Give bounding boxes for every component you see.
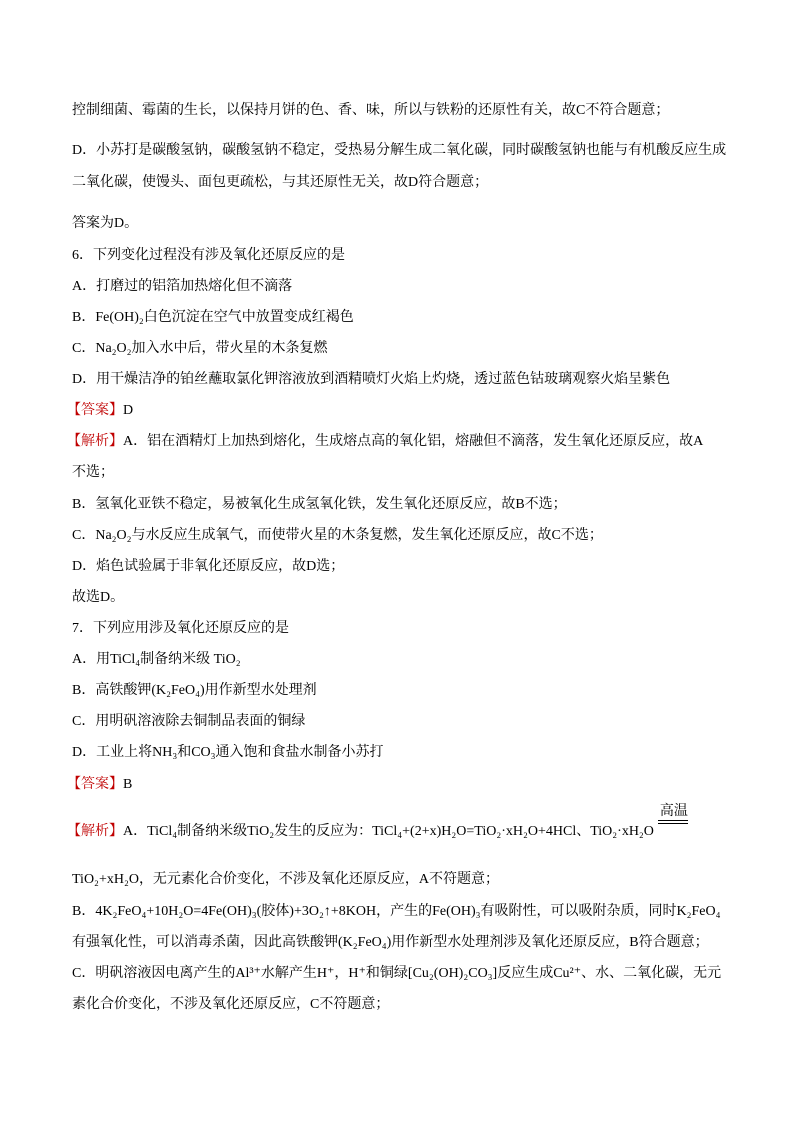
q5-option-d-line-1: D．小苏打是碳酸氢钠，碳酸氢钠不稳定，受热易分解生成二氧化碳，同时碳酸氢钠也能与有机酸反应生成 [72,143,727,158]
q5-conclusion: 答案为D。 [72,216,139,231]
reaction-double-line [658,820,688,824]
answer-label: 【答案】 [67,777,123,792]
q6-stem: 6．下列变化过程没有涉及氧化还原反应的是 [72,248,345,263]
q6-option-b: B．Fe(OH)₂白色沉淀在空气中放置变成红褐色 [72,310,354,325]
q6-analysis-text: A．铝在酒精灯上加热到熔化，生成熔点高的氧化铝，熔融但不滴落，发生氧化还原反应，故A [123,434,704,449]
q7-analysis-line-2: TiO₂+xH₂O，无元素化合价变化，不涉及氧化还原反应，A不符题意； [72,872,500,887]
q6-conclusion: 故选D。 [72,590,125,605]
q6-answer-line [67,402,133,420]
q6-analysis-line-3: B．氢氧化亚铁不稳定，易被氧化生成氢氧化铁，发生氧化还原反应，故B不选； [72,497,567,512]
analysis-label: 【解析】 [67,824,123,839]
q7-analysis-text: A．TiCl₄制备纳米级TiO₂发生的反应为：TiCl₄+(2+x)H₂O=TiO₂·xH₂O+4HCl、TiO₂·xH₂O [123,824,654,839]
q7-analysis-line-3: B．4K₂FeO₄+10H₂O=4Fe(OH)₃(胶体)+3O₂↑+8KOH，产生的Fe(OH)₃有吸附性，可以吸附杂质，同时K₂FeO₄ [72,904,721,919]
q6-option-a: A．打磨过的铝箔加热熔化但不滴落 [72,279,293,294]
q6-analysis-line-2: 不选； [72,465,114,480]
q7-stem: 7．下列应用涉及氧化还原反应的是 [72,621,289,636]
q6-analysis-line-1 [67,433,703,451]
q7-analysis-line-6: 素化合价变化，不涉及氧化还原反应，C不符题意； [72,997,390,1012]
q6-answer-value: D [123,403,134,418]
q7-analysis-line-1 [67,804,688,839]
analysis-label: 【解析】 [67,434,123,449]
q7-option-a: A．用TiCl₄制备纳米级 TiO₂ [72,652,241,667]
q5-option-d-line-2: 二氧化碳，使馒头、面包更疏松，与其还原性无关，故D符合题意； [72,175,489,190]
q7-analysis-line-4: 有强氧化性，可以消毒杀菌，因此高铁酸钾(K₂FeO₄)用作新型水处理剂涉及氧化还原反应，B符合题意； [72,935,709,950]
q6-analysis-line-5: D．焰色试验属于非氧化还原反应，故D选； [72,559,345,574]
q7-option-b: B．高铁酸钾(K₂FeO₄)用作新型水处理剂 [72,683,317,698]
q5-explanation-line: 控制细菌、霉菌的生长，以保持月饼的色、香、味，所以与铁粉的还原性有关，故C不符合题意； [72,103,670,118]
q7-answer-value: B [123,777,133,792]
q6-analysis-line-4: C．Na₂O₂与水反应生成氧气，而使带火星的木条复燃，发生氧化还原反应，故C不选； [72,528,603,543]
answer-label: 【答案】 [67,403,123,418]
reaction-condition-text: 高温 [659,804,688,819]
reaction-condition [658,804,688,835]
q7-analysis-line-5: C．明矾溶液因电离产生的Al³⁺水解产生H⁺，H⁺和铜绿[Cu₂(OH)₂CO₃]反应生成Cu²⁺、水、二氧化碳，无元 [72,966,722,981]
q7-option-c: C．用明矾溶液除去铜制品表面的铜绿 [72,714,306,729]
q6-option-c: C．Na₂O₂加入水中后，带火星的木条复燃 [72,341,328,356]
q7-option-d: D．工业上将NH₃和CO₃通入饱和食盐水制备小苏打 [72,745,384,760]
q6-option-d: D．用干燥洁净的铂丝蘸取氯化钾溶液放到酒精喷灯火焰上灼烧，透过蓝色钴玻璃观察火焰呈紫色 [72,372,671,387]
q7-answer-line [67,776,132,794]
